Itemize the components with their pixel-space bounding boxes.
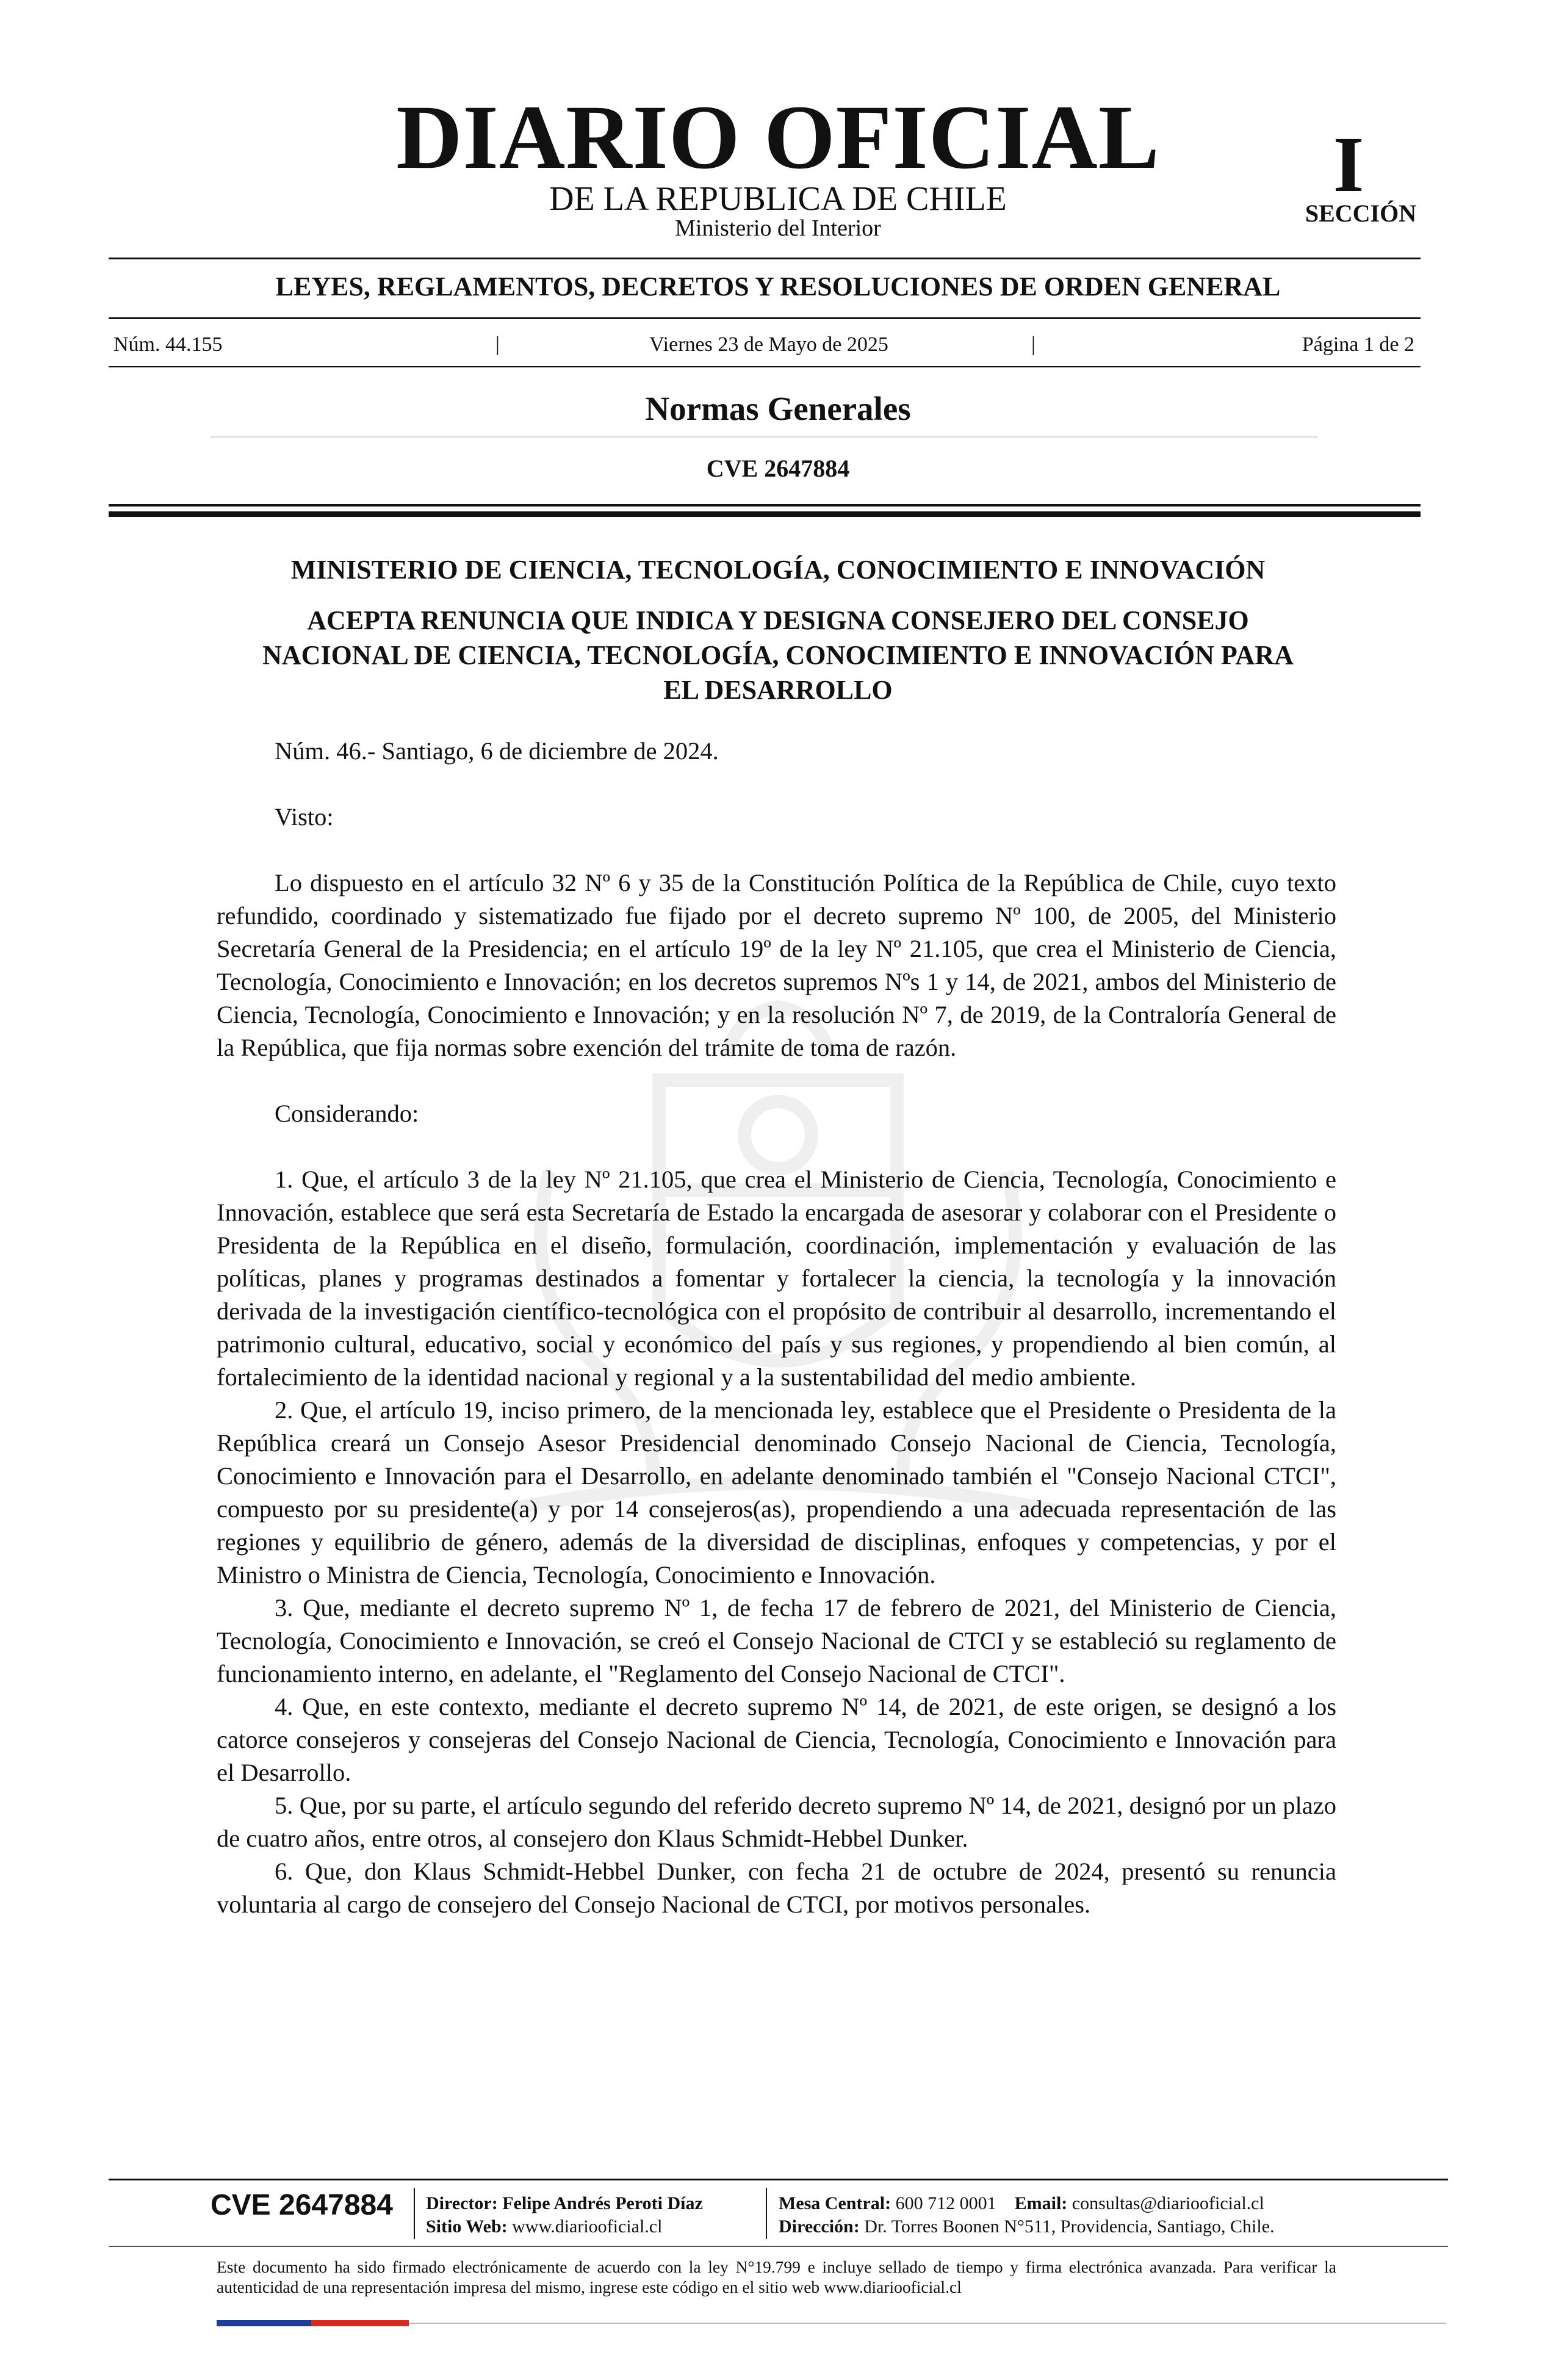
masthead-title: DIARIO OFICIAL — [396, 87, 1160, 188]
footer-bottom-rule — [409, 2323, 1446, 2324]
considerando-label: Considerando: — [275, 1100, 419, 1127]
decree-body — [217, 735, 1336, 1921]
site-link[interactable]: www.diariooficial.cl — [512, 2216, 663, 2237]
issue-page: Página 1 de 2 — [1302, 333, 1414, 356]
considerando-item-1: 1. Que, el artículo 3 de la ley Nº 21.105, que crea el Ministerio de Ciencia, Tecnología, Conocimiento e Innovación, establece que será esta Secretaría de Estado la encargada de asesorar y colaborar con el Presidente o Presidenta de la República en el diseño, formulación, coordinación, implementación y evaluación de las políticas, planes y programas destinados a fomentar y fortalecer la ciencia, la tecnología y la innovación derivada de la investigación científico-tecnológica con el propósito de contribuir al desarrollo, incrementando el patrimonio cultural, educativo, social y económico del país y sus regiones, y propendiendo al bien común, al fortalecimiento de la identidad nacional y regional y a la sustentabilidad del medio ambiente. — [217, 1166, 1336, 1391]
considerando-item-4: 4. Que, en este contexto, mediante el decreto supremo Nº 14, de 2021, de este origen, se designó a los catorce consejeros y consejeras del Consejo Nacional de Ciencia, Tecnología, Conocimiento e Innovación para el Desarrollo. — [217, 1693, 1336, 1786]
rule-double-a — [109, 504, 1421, 507]
director-label: Director: — [426, 2193, 498, 2213]
issue-date: Viernes 23 de Mayo de 2025 — [649, 333, 888, 356]
flag-bar-red — [311, 2320, 409, 2326]
section-numeral: I — [1333, 121, 1364, 209]
decree-number: Núm. 46.- Santiago, 6 de diciembre de 2024. — [275, 737, 719, 765]
issue-number: Núm. 44.155 — [113, 333, 223, 356]
decree-title-line-1: ACEPTA RENUNCIA QUE INDICA Y DESIGNA CONSEJERO DEL CONSEJO — [307, 605, 1249, 635]
visto-label: Visto: — [275, 803, 334, 831]
director-name: Felipe Andrés Peroti Díaz — [502, 2193, 703, 2213]
visto-text: Lo dispuesto en el artículo 32 Nº 6 y 35 de la Constitución Política de la República de Chile, cuyo texto refundido, coordinado y sistematizado fue fijado por el decreto supremo Nº 100, de 2005, del Ministerio Secretaría General de la Presidencia; en el artículo 19º de la ley Nº 21.105, que crea el Ministerio de Ciencia, Tecnología, Conocimiento e Innovación; en los decretos supremos Nºs 1 y 14, de 2021, ambos del Ministerio de Ciencia, Tecnología, Conocimiento e Innovación; y en la resolución Nº 7, de 2019, de la Contraloría General de la República, que fija normas sobre exención del trámite de toma de razón. — [217, 869, 1336, 1061]
decree-title-line-3: EL DESARROLLO — [663, 675, 893, 705]
section-title: Normas Generales — [645, 390, 911, 427]
masthead-ministry: Ministerio del Interior — [675, 215, 881, 241]
issue-separator-1: | — [495, 333, 500, 356]
rule-top — [109, 258, 1421, 259]
section-label: SECCIÓN — [1305, 200, 1417, 227]
email-link[interactable]: consultas@diariooficial.cl — [1072, 2193, 1264, 2213]
footer-rule — [109, 2179, 1448, 2180]
rule-double-b — [109, 511, 1421, 517]
decree-title-line-2: NACIONAL DE CIENCIA, TECNOLOGÍA, CONOCIMIENTO E INNOVACIÓN PARA — [262, 640, 1294, 670]
cve-code: CVE 2647884 — [706, 455, 850, 482]
considerando-item-5: 5. Que, por su parte, el artículo segundo del referido decreto supremo Nº 14, de 2021, designó por un plazo de cuatro años, entre otros, al consejero don Klaus Schmidt-Hebbel Dunker. — [217, 1792, 1336, 1852]
ministry-heading: MINISTERIO DE CIENCIA, TECNOLOGÍA, CONOCIMIENTO E INNOVACIÓN — [290, 555, 1266, 585]
section-title-underline — [211, 436, 1318, 438]
mesa-phone: 600 712 0001 — [895, 2193, 996, 2213]
considerando-item-3: 3. Que, mediante el decreto supremo Nº 1, de fecha 17 de febrero de 2021, del Ministerio de Ciencia, Tecnología, Conocimiento e Innovación, se creó el Consejo Nacional de CTCI y se estableció su reglamento de funcionamiento interno, en adelante, el "Reglamento del Consejo Nacional de CTCI". — [217, 1594, 1336, 1687]
footer-cve: CVE 2647884 — [211, 2189, 393, 2221]
footer-divider-1 — [414, 2188, 415, 2239]
footer-rule-2 — [109, 2246, 1448, 2247]
considerando-item-6: 6. Que, don Klaus Schmidt-Hebbel Dunker, con fecha 21 de octubre de 2024, presentó su renuncia voluntaria al cargo de consejero del Consejo Nacional de CTCI, por motivos personales. — [217, 1858, 1336, 1918]
mesa-label: Mesa Central: — [779, 2193, 891, 2213]
category-heading: LEYES, REGLAMENTOS, DECRETOS Y RESOLUCIONES DE ORDEN GENERAL — [275, 272, 1281, 301]
rule-issue — [109, 366, 1421, 367]
footer-contact-block — [779, 2192, 1275, 2238]
considerando-item-2: 2. Que, el artículo 19, inciso primero, de la mencionada ley, establece que el Presidente o Presidenta de la República creará un Consejo Asesor Presidencial denominado Consejo Nacional de Ciencia, Tecnología, Conocimiento e Innovación para el Desarrollo, en adelante denominado también el "Consejo Nacional CTCI", compuesto por su presidente(a) y por 14 consejeros(as), propendiendo a una adecuada representación de las regiones y equilibrio de género, además de la diversidad de disciplinas, enfoques y competencias, y por el Ministro o Ministra de Ciencia, Tecnología, Conocimiento e Innovación. — [217, 1396, 1336, 1588]
issue-separator-2: | — [1031, 333, 1036, 356]
flag-bar-blue — [217, 2320, 311, 2326]
address-label: Dirección: — [779, 2216, 860, 2237]
address: Dr. Torres Boonen N°511, Providencia, Santiago, Chile. — [864, 2216, 1275, 2237]
rule-mid — [109, 317, 1421, 319]
site-label: Sitio Web: — [426, 2216, 508, 2237]
email-label: Email: — [1014, 2193, 1068, 2213]
footer-director-block — [426, 2192, 703, 2238]
footer-divider-2 — [766, 2188, 767, 2239]
masthead-subtitle: DE LA REPUBLICA DE CHILE — [549, 180, 1007, 218]
footer-verification-note: Este documento ha sido firmado electrónicamente de acuerdo con la ley N°19.799 e incluye sellado de tiempo y firma electrónica avanzada. Para verificar la autenticidad de una representación impresa del mismo, ingrese este código en el sitio web www.diariooficial.cl — [217, 2257, 1336, 2296]
